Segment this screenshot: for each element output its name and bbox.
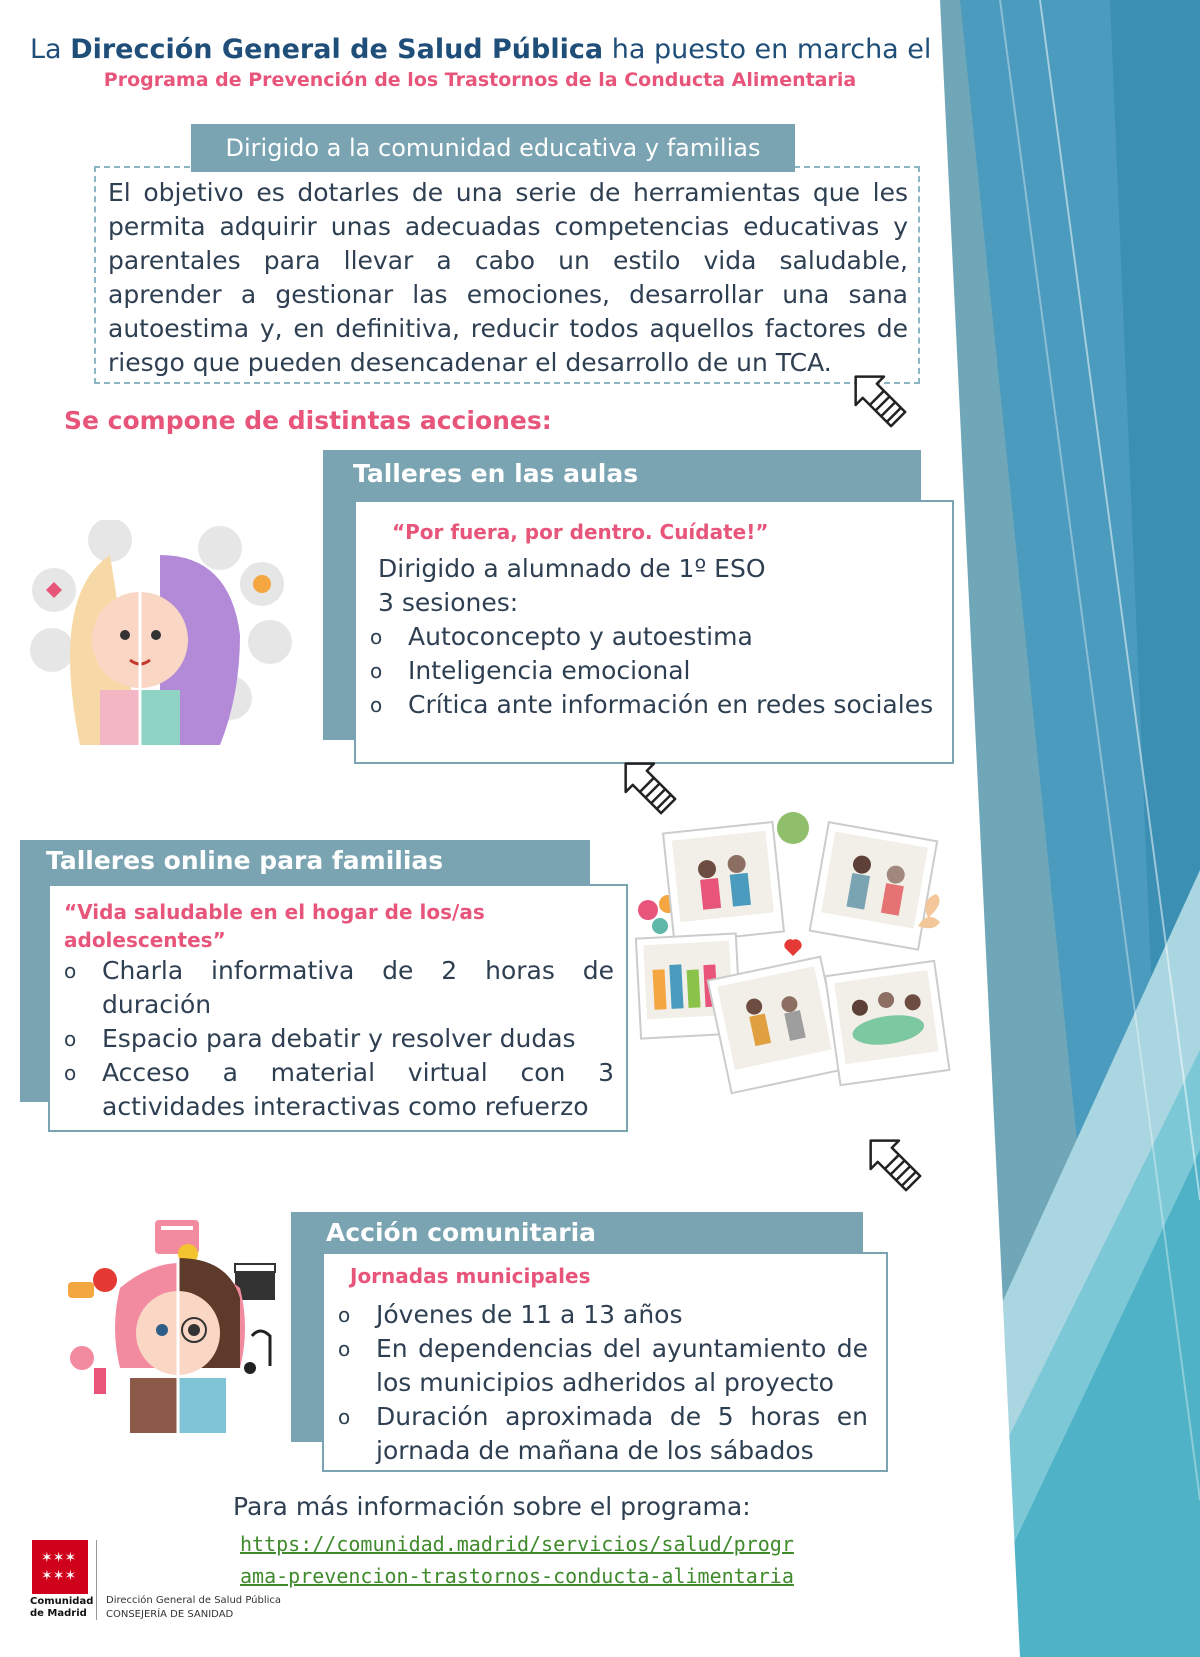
more-info-label: Para más información sobre el programa: — [233, 1492, 751, 1521]
families-list — [64, 954, 614, 1124]
classroom-sessions: 3 sesiones: — [378, 588, 519, 617]
community-card — [322, 1252, 888, 1472]
arrow-down-left-icon — [857, 1132, 931, 1196]
children-illustration — [30, 520, 300, 745]
program-name: Programa de Prevención de los Trastornos de la Conducta Alimentaria — [103, 69, 857, 91]
svg-text:✶✶✶: ✶✶✶ — [41, 1550, 77, 1566]
header-pre: La — [30, 34, 62, 65]
list-item: o Inteligencia emocional — [370, 656, 691, 685]
list-item: o Jóvenes de 11 a 13 años — [338, 1300, 683, 1329]
families-subtitle: “Vida saludable en el hogar de los/as adolescentes” — [64, 900, 485, 952]
classroom-card — [354, 500, 954, 764]
arrow-down-left-icon — [842, 368, 916, 432]
families-title: Talleres online para familias — [46, 846, 444, 875]
list-item: o Crítica ante información en redes sociales — [370, 690, 934, 719]
header-title — [30, 34, 930, 65]
header-post: ha puesto en marcha el — [611, 34, 932, 65]
divider — [96, 1540, 97, 1620]
list-item: o Autoconcepto y autoestima — [370, 622, 753, 651]
list-item: o Duración aproximada de 5 horas en jornada de mañana de los sábados — [338, 1402, 868, 1465]
svg-text:✶✶✶: ✶✶✶ — [41, 1568, 77, 1584]
header-org: Dirección General de Salud Pública — [70, 34, 604, 65]
classroom-title: Talleres en las aulas — [353, 459, 639, 488]
footer — [30, 1540, 330, 1630]
objective-text: El objetivo es dotarles de una serie de herramientas que les permita adquirir unas adecuadas competencias educativas y parentales para llevar a cabo un estilo vida saludable, aprender a gestionar las emociones, desarrollar una sana autoestima y, en definitiva, reducir todos aquellos factores de riesgo que pueden desencadenar el desarrollo de un TCA. — [108, 178, 908, 377]
community-title: Acción comunitaria — [326, 1218, 597, 1247]
community-subtitle: Jornadas municipales — [350, 1264, 591, 1288]
link-line-1[interactable]: https://comunidad.madrid/servicios/salud/progr — [240, 1532, 794, 1556]
list-item: o Acceso a material virtual con 3 actividades interactivas como refuerzo — [64, 1058, 614, 1121]
audience-tab: Dirigido a la comunidad educativa y familias — [191, 124, 795, 172]
teen-illustration — [60, 1218, 295, 1433]
families-card — [48, 884, 628, 1132]
link-line-2[interactable]: ama-prevencion-trastornos-conducta-alimentaria — [240, 1564, 794, 1588]
classroom-audience: Dirigido a alumnado de 1º ESO — [378, 554, 766, 583]
community-list — [338, 1298, 868, 1468]
logo-text: Comunidad de Madrid — [30, 1596, 94, 1619]
list-item: o Espacio para debatir y resolver dudas — [64, 1024, 576, 1053]
family-photos-illustration — [628, 808, 958, 1108]
list-item: o Charla informativa de 2 horas de duración — [64, 956, 614, 1019]
classroom-list — [370, 620, 940, 722]
madrid-logo — [32, 1540, 88, 1594]
classroom-subtitle: “Por fuera, por dentro. Cuídate!” — [392, 520, 769, 544]
footer-dept: Dirección General de Salud Pública CONSEJERÍA DE SANIDAD — [106, 1595, 282, 1620]
header — [30, 34, 930, 91]
list-item: o En dependencias del ayuntamiento de los municipios adheridos al proyecto — [338, 1334, 868, 1397]
actions-heading: Se compone de distintas acciones: — [64, 406, 552, 435]
